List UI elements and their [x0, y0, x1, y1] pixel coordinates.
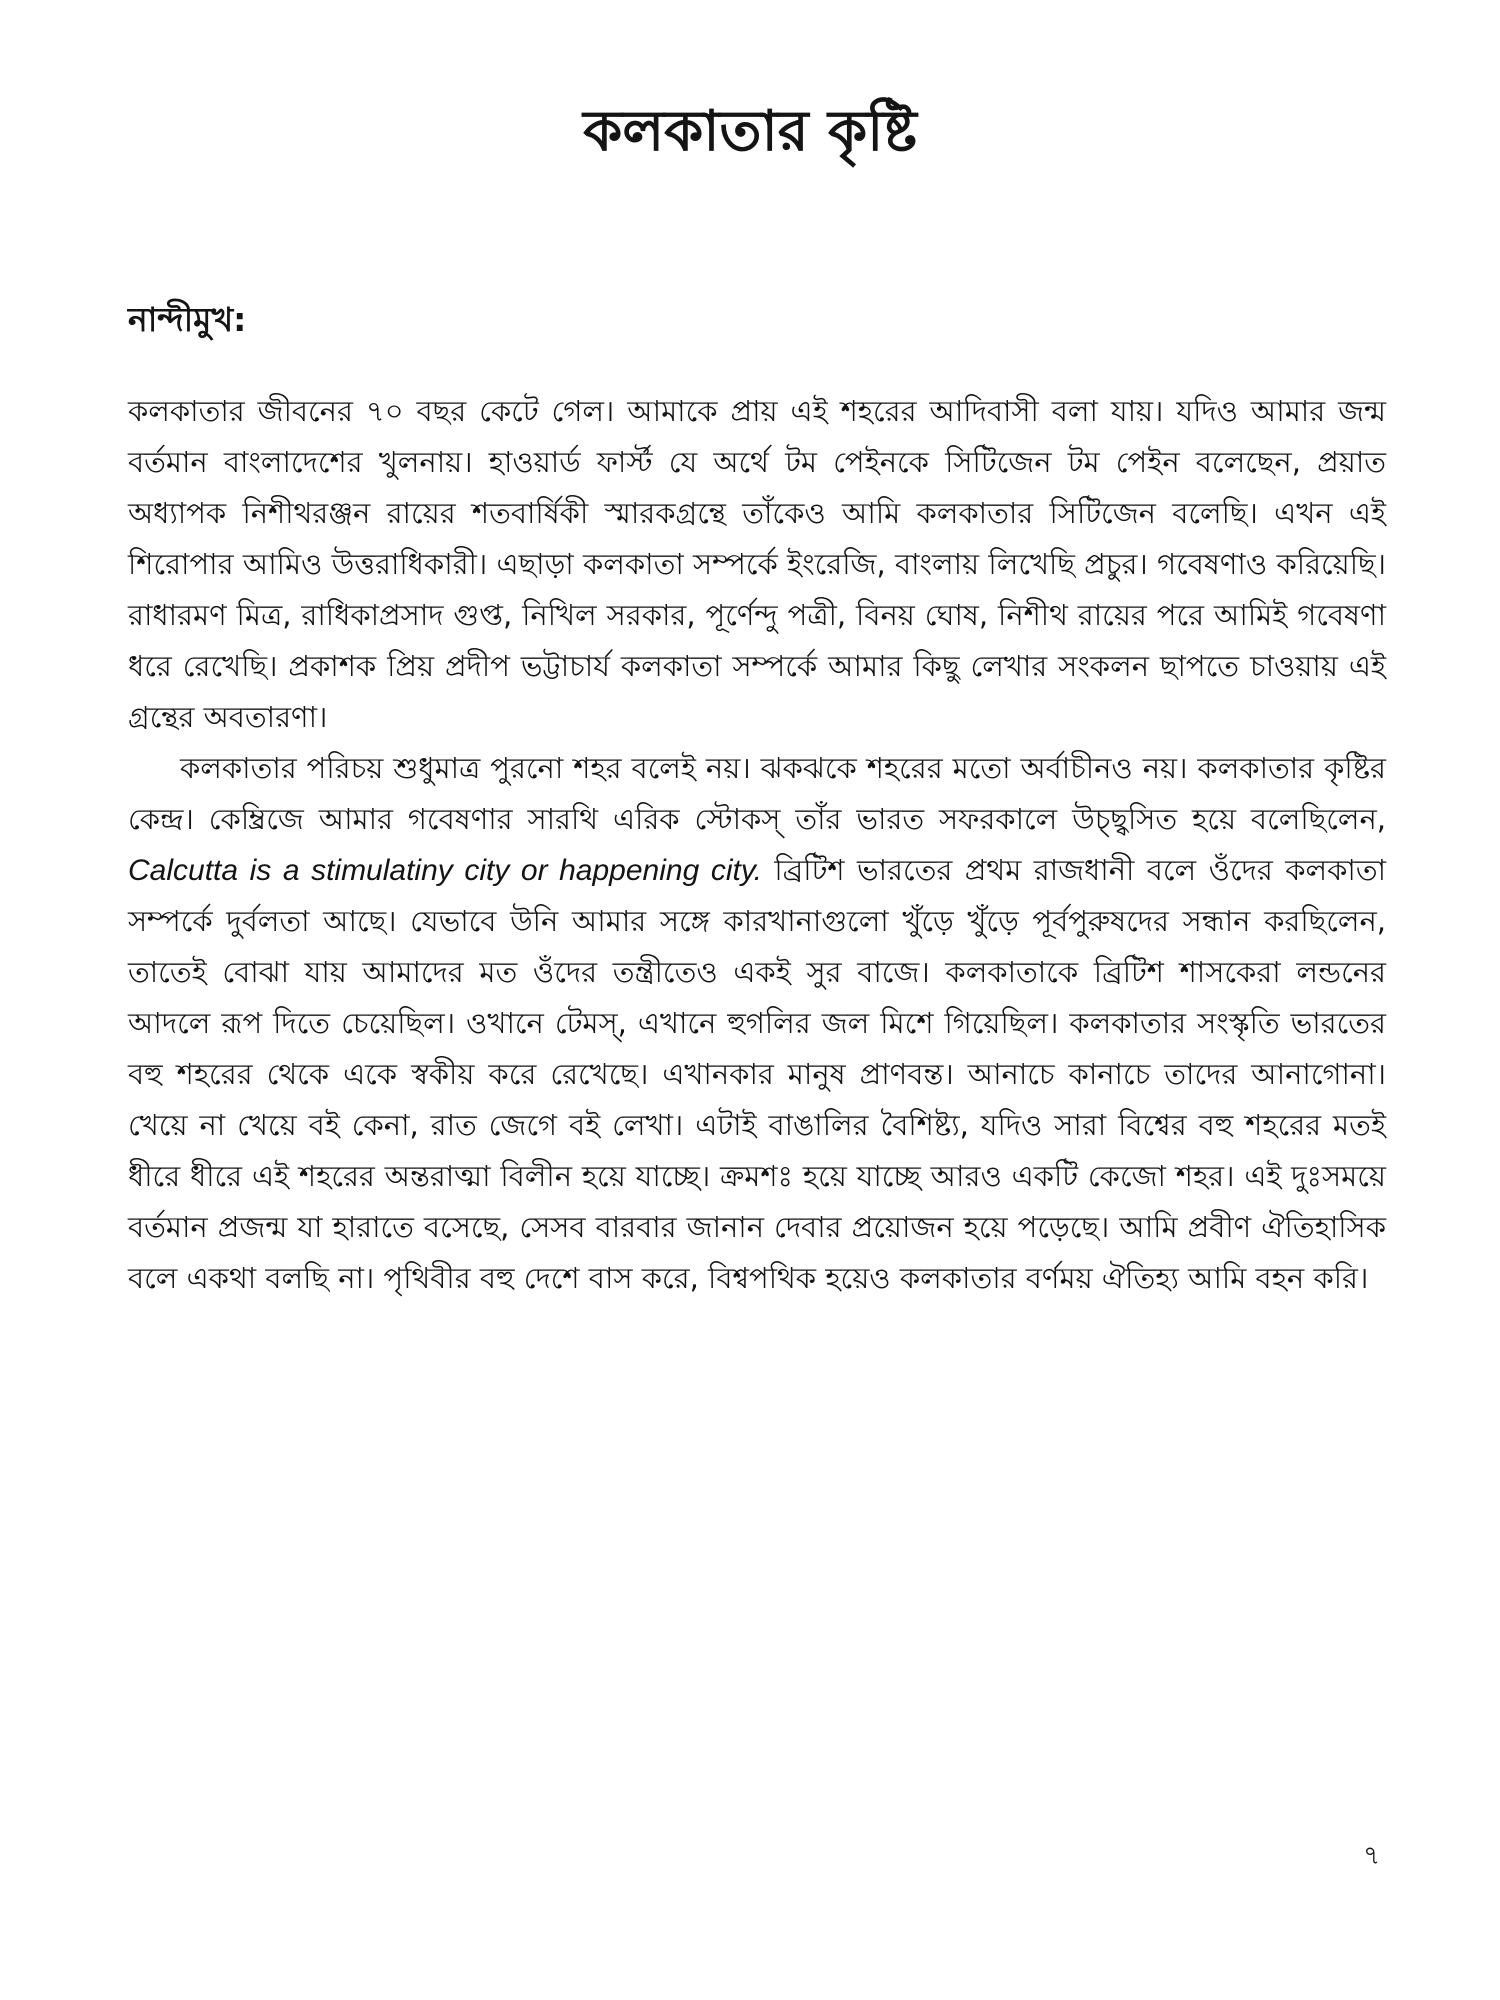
english-quote: Calcutta is a stimulatiny city or happening city.	[128, 854, 762, 887]
paragraph-2-text-end: ব্রিটিশ ভারতের প্রথম রাজধানী বলে ওঁদের কলকাতা সম্পর্কে দুর্বলতা আছে। যেভাবে উনি আমার সঙ্গে কারখানাগুলো খুঁড়ে খুঁড়ে পূর্বপুরুষদের সন্ধান করছিলেন, তাতেই বোঝা যায় আমাদের মত ওঁদের তন্ত্রীতেও একই সুর বাজে। কলকাতাকে ব্রিটিশ শাসকেরা লন্ডনের আদলে রূপ দিতে চেয়েছিল। ওখানে টেমস্, এখানে হুগলির জল মিশে গিয়েছিল। কলকাতার সংস্কৃতি ভারতের বহু শহরের থেকে একে স্বকীয় করে রেখেছে। এখানকার মানুষ প্রাণবন্ত। আনাচে কানাচে তাদের আনাগোনা। খেয়ে না খেয়ে বই কেনা, রাত জেগে বই লেখা। এটাই বাঙালির বৈশিষ্ট্য, যদিও সারা বিশ্বের বহু শহরের মতই ধীরে ধীরে এই শহরের অন্তরাত্মা বিলীন হয়ে যাচ্ছে। ক্রমশঃ হয়ে যাচ্ছে আরও একটি কেজো শহর। এই দুঃসময়ে বর্তমান প্রজন্ম যা হারাতে বসেছে, সেসব বারবার জানান দেবার প্রয়োজন হয়ে পড়েছে। আমি প্রবীণ ঐতিহাসিক বলে একথা বলছি না। পৃথিবীর বহু দেশে বাস করে, বিশ্বপথিক হয়েও কলকাতার বর্ণময় ঐতিহ্য আমি বহন করি।	[128, 853, 1386, 1295]
page-number: ৭	[1363, 1841, 1380, 1871]
body-text	[128, 386, 1386, 1304]
page-title: কলকাতার কৃষ্টি	[583, 99, 917, 164]
section-heading: নান্দীমুখ:	[128, 300, 247, 339]
paragraph-1: কলকাতার জীবনের ৭০ বছর কেটে গেল। আমাকে প্রায় এই শহরের আদিবাসী বলা যায়। যদিও আমার জন্ম বর্তমান বাংলাদেশের খুলনায়। হাওয়ার্ড ফার্স্ট যে অর্থে টম পেইনকে সিটিজেন টম পেইন বলেছেন, প্রয়াত অধ্যাপক নিশীথরঞ্জন রায়ের শতবার্ষিকী স্মারকগ্রন্থে তাঁকেও আমি কলকাতার সিটিজেন বলেছি। এখন এই শিরোপার আমিও উত্তরাধিকারী। এছাড়া কলকাতা সম্পর্কে ইংরেজি, বাংলায় লিখেছি প্রচুর। গবেষণাও করিয়েছি। রাধারমণ মিত্র, রাধিকাপ্রসাদ গুপ্ত, নিখিল সরকার, পূর্ণেন্দু পত্রী, বিনয় ঘোষ, নিশীথ রায়ের পরে আমিই গবেষণা ধরে রেখেছি। প্রকাশক প্রিয় প্রদীপ ভট্টাচার্য কলকাতা সম্পর্কে আমার কিছু লেখার সংকলন ছাপতে চাওয়ায় এই গ্রন্থের অবতারণা।	[128, 394, 1386, 734]
paragraph-2-text-start: কলকাতার পরিচয় শুধুমাত্র পুরনো শহর বলেই নয়। ঝকঝকে শহরের মতো অর্বাচীনও নয়। কলকাতার কৃষ্টির কেন্দ্র। কেম্ব্রিজে আমার গবেষণার সারথি এরিক স্টোকস্ তাঁর ভারত সফরকালে উচ্ছ্বসিত হয়ে বলেছিলেন,	[128, 751, 1386, 836]
paragraph-2	[128, 743, 1386, 1304]
